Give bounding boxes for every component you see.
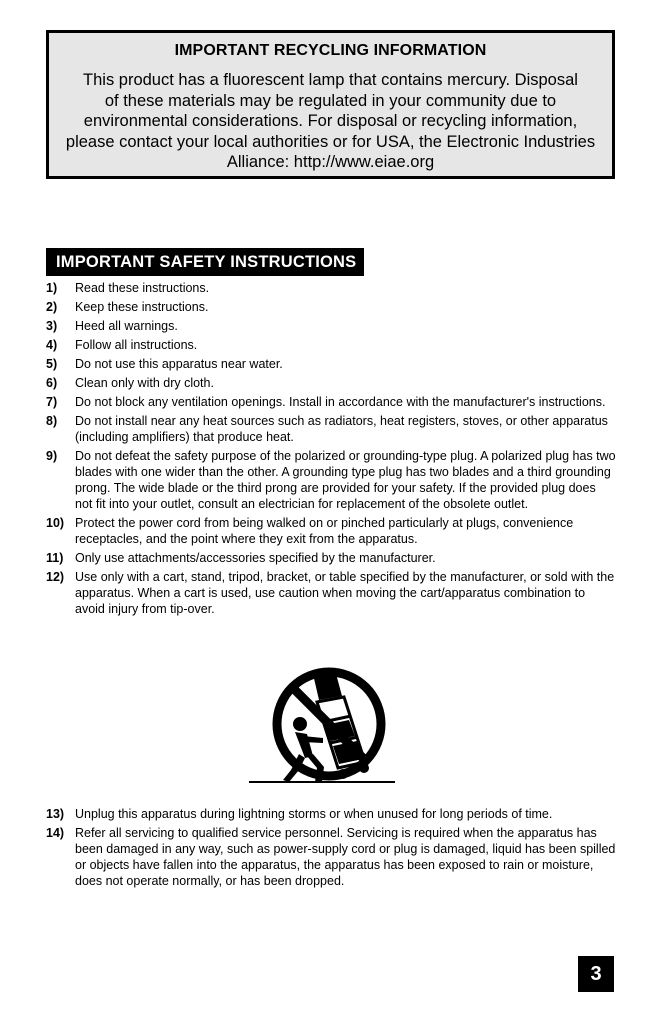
safety-list-continued xyxy=(46,806,616,892)
item-text: Unplug this apparatus during lightning storms or when unused for long periods of time. xyxy=(75,807,553,821)
recycling-line: environmental considerations. For disposal or recycling information, xyxy=(83,112,578,131)
item-text: Follow all instructions. xyxy=(75,338,198,352)
item-number: 7) xyxy=(46,395,58,409)
item-number: 11) xyxy=(46,551,64,565)
item-number: 9) xyxy=(46,449,58,463)
list-item xyxy=(46,356,616,372)
item-text: Read these instructions. xyxy=(75,281,210,295)
item-number: 13) xyxy=(46,807,65,821)
recycling-info-box xyxy=(46,30,615,179)
item-text: Only use attachments/accessories specified by the manufacturer. xyxy=(75,551,436,565)
list-item xyxy=(46,299,616,315)
list-item xyxy=(46,413,616,445)
item-number: 1) xyxy=(46,281,58,295)
safety-list xyxy=(46,280,616,620)
item-number: 5) xyxy=(46,357,58,371)
list-item xyxy=(46,806,616,822)
item-number: 8) xyxy=(46,414,58,428)
item-number: 12) xyxy=(46,570,65,584)
list-item xyxy=(46,337,616,353)
item-text: Protect the power cord from being walked on or pinched particularly at plugs, convenience receptacles, and the point where they exit from the apparatus. xyxy=(75,516,574,546)
item-number: 10) xyxy=(46,516,65,530)
list-item xyxy=(46,318,616,334)
recycling-title: IMPORTANT RECYCLING INFORMATION xyxy=(174,42,487,59)
item-number: 3) xyxy=(46,319,58,333)
item-number: 6) xyxy=(46,376,58,390)
list-item xyxy=(46,550,616,566)
item-text: Do not install near any heat sources such as radiators, heat registers, stoves, or other apparatus (including amplifiers) that produce heat. xyxy=(75,414,608,444)
item-number: 4) xyxy=(46,338,58,352)
item-text: Refer all servicing to qualified service personnel. Servicing is required when the apparatus has been damaged in any way, such as power-supply cord or plug is damaged, liquid has been spilled or objects have fallen into the apparatus, the apparatus has been exposed to rain or moisture, does not operate normally, or has been dropped. xyxy=(75,826,616,888)
recycling-line: Alliance: http://www.eiae.org xyxy=(226,153,435,172)
list-item xyxy=(46,394,616,410)
list-item xyxy=(46,825,616,889)
item-text: Do not defeat the safety purpose of the polarized or grounding-type plug. A polarized plug has two blades with one wider than the other. A grounding type plug has two blades and a third grounding prong. The wide blade or the third prong are provided for your safety. If the provided plug does not fit into your outlet, consult an electrician for replacement of the obsolete outlet. xyxy=(75,449,616,511)
item-text: Do not use this apparatus near water. xyxy=(75,357,283,371)
item-number: 2) xyxy=(46,300,58,314)
list-item xyxy=(46,448,616,512)
item-text: Do not block any ventilation openings. Install in accordance with the manufacturer's instructions. xyxy=(75,395,606,409)
recycling-line: please contact your local authorities or for USA, the Electronic Industries xyxy=(65,132,596,151)
item-text: Heed all warnings. xyxy=(75,319,178,333)
item-text: Use only with a cart, stand, tripod, bracket, or table specified by the manufacturer, or sold with the apparatus. When a cart is used, use caution when moving the cart/apparatus combination to avoid injury from tip-over. xyxy=(75,570,615,616)
list-item xyxy=(46,569,616,617)
item-number: 14) xyxy=(46,826,65,840)
list-item xyxy=(46,280,616,296)
safety-heading: IMPORTANT SAFETY INSTRUCTIONS xyxy=(46,248,364,276)
page-number: 3 xyxy=(578,956,614,992)
cart-tip-over-warning-icon xyxy=(247,664,397,786)
recycling-line: This product has a fluorescent lamp that contains mercury. Disposal xyxy=(83,71,578,89)
item-text: Keep these instructions. xyxy=(75,300,209,314)
list-item xyxy=(46,515,616,547)
item-text: Clean only with dry cloth. xyxy=(75,376,214,390)
recycling-line: of these materials may be regulated in your community due to xyxy=(104,91,557,110)
list-item xyxy=(46,375,616,391)
recycling-body xyxy=(59,70,602,173)
